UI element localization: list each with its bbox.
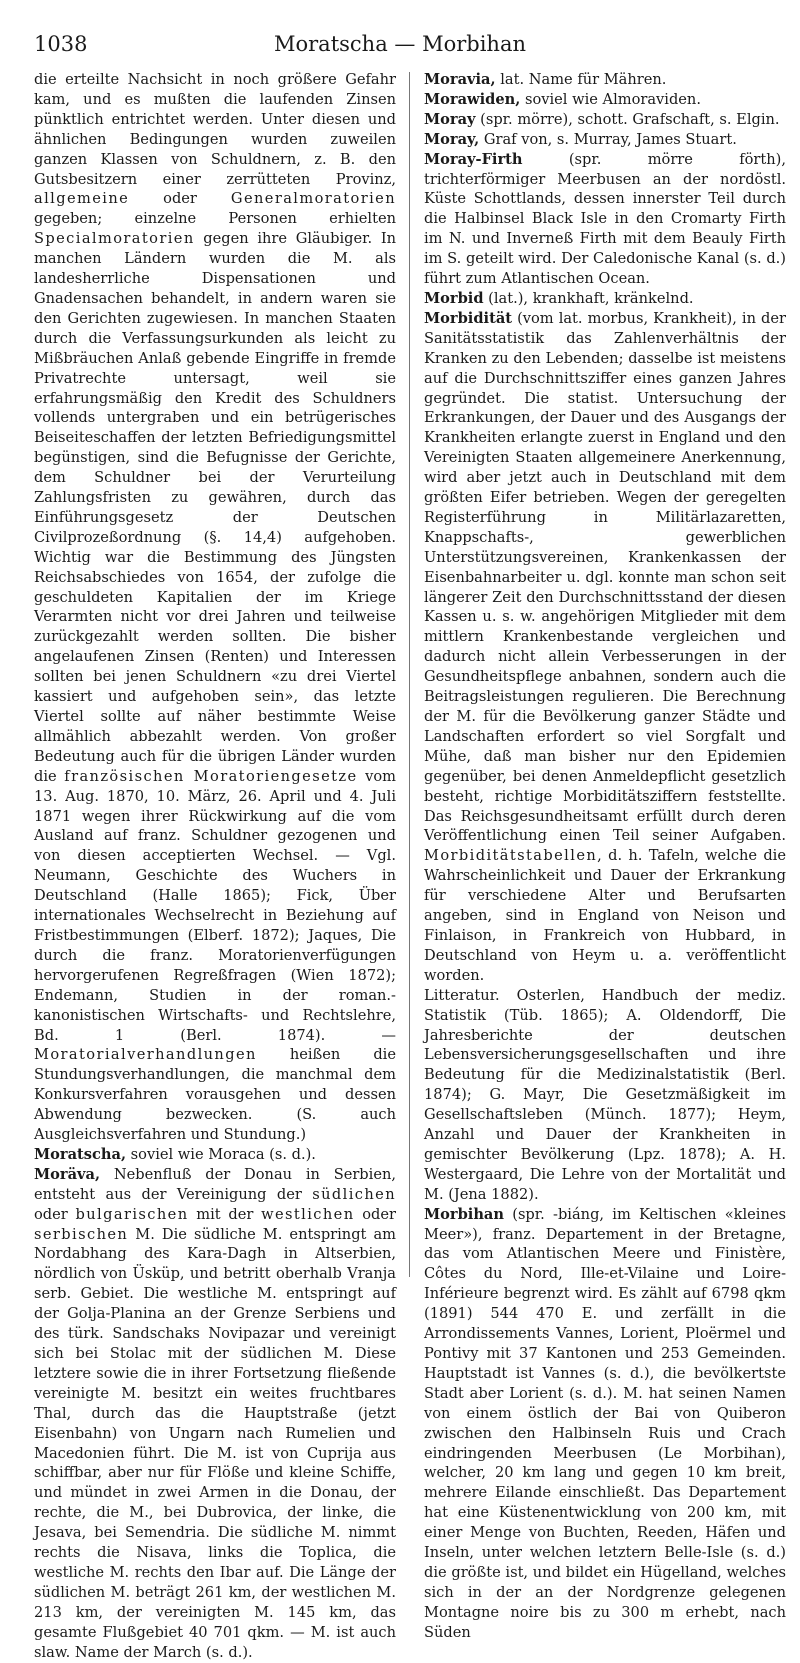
headword: Morbihan (424, 1205, 505, 1223)
entry-morava: Moräva, Nebenfluß der Donau in Serbien, entsteht aus der Vereinigung der südlichen oder bulgarischen mit der westlichen oder serbischen M. Die südliche M. entspringt am Nordabhang des Kara-Dagh in Altserbien, nördlich von Üsküp, und betritt oberhalb Vranja serb. Gebiet. Die westliche M. entspringt auf der Golja-Planina an der Grenze Serbiens und des türk. Sandschaks Novipazar und vereinigt sich bei Stolac mit der südlichen M. Diese letztere sowie die in ihrer Fortsetzung fließende vereinigte M. besitzt ein weites fruchtbares Thal, durch das die Hauptstraße (jetzt Eisenbahn) von Ungarn nach Rumelien und Macedonien führt. Die M. ist von Cuprija aus schiffbar, aber nur für Flöße und kleine Schiffe, und mündet in zwei Armen in die Donau, der rechte, die M., bei Dubrovica, der linke, die Jesava, bei Semendria. Die südliche M. nimmt rechts die Nisava, links die Toplica, die westliche M. rechts den Ibar auf. Die Länge der südlichen M. beträgt 261 km, der westlichen M. 213 km, der vereinigten M. 145 km, das gesamte Flußgebiet 40 701 qkm. — M. ist auch slaw. Name der March (s. d.). (34, 1165, 396, 1661)
entry-morawiden: Morawiden, soviel wie Almoraviden. (424, 90, 701, 108)
entry-moray-grafschaft: Moray (spr. mörre), schott. Grafschaft, s. Elgin. (424, 110, 780, 128)
entry-morbihan: Morbihan (spr. -biáng, im Keltischen «kleines Meer»), franz. Departement in der Bretagne, das vom Atlantischen Meere und Finistère, Côtes du Nord, Ille-et-Vilaine und Loire-Inférieure begrenzt wird. Es zählt auf 6798 qkm (1891) 544 470 E. und zerfällt in die Arrondissements Vannes, Lorient, Ploërmel und Pontivy mit 37 Kantonen und 253 Gemeinden. Hauptstadt ist Vannes (s. d.), die bevölkertste Stadt aber Lorient (s. d.). M. hat seinen Namen von einem östlich der Bai von Quiberon zwischen den Halbinseln Ruis und Crach eindringenden Meerbusen (Le Morbihan), welcher, 20 km lang und gegen 10 km breit, mehrere Eilande einschließt. Das Departement hat eine Küstenentwicklung von 200 km, mit einer Menge von Buchten, Reeden, Häfen und Inseln, unter welchen letztern Belle-Isle (s. d.) die größte ist, und bildet ein Hügelland, welches sich in der an der Nordgrenze gelegenen Montagne noire bis zu 300 m erhebt, nach Süden (424, 1205, 786, 1641)
page-header (34, 28, 766, 62)
headword: Moray, (424, 130, 480, 148)
headword: Moravia, (424, 71, 496, 88)
headword: Moray-Firth (424, 150, 523, 168)
headword: Morawiden, (424, 90, 521, 108)
entry-morbiditat: Morbidität (vom lat. morbus, Krankheit), in der Sanitätsstatistik das Zahlenverhältnis der Kranken zu den Lebenden; dasselbe ist meistens auf die Durchschnittsziffer eines ganzen Jahres gegründet. Die statist. Untersuchung der Erkrankungen, der Dauer und des Ausgangs der Krankheiten erlangte zuerst in England und den Vereinigten Staaten allgemeinere Anerkennung, wird aber jetzt auch in Deutschland mit dem größten Eifer betrieben. Wegen der geregelten Registerführung in Militärlazaretten, Knappschafts-, gewerblichen Unterstützungsvereinen, Krankenkassen der Eisenbahnarbeiter u. dgl. konnte man schon seit längerer Zeit den Durchschnittsstand der diesen Kassen u. s. w. angehörigen Mitglieder mit dem mittlern Krankenbestande vergleichen und dadurch nicht allein Verbesserungen in der Gesundheitspflege anbahnen, sondern auch die Beitragsleistungen regulieren. Die Berechnung der M. für die Bevölkerung ganzer Städte und Landschaften erfordert so viel Sorgfalt und Mühe, daß man bisher nur den Epidemien gegenüber, bei denen Anmeldepflicht gesetzlich besteht, richtige Morbiditätsziffern feststellte. Das Reichsgesundheitsamt erfüllt durch deren Veröffentlichung einen Teil seiner Aufgaben. Morbiditätstabellen, d. h. Tafeln, welche die Wahrscheinlichkeit und Dauer der Erkrankung für verschiedene Alter und Berufsarten angeben, sind in England von Neison und Finlaison, in Frankreich von Hubbard, in Deutschland von Heym u. a. veröffentlicht worden. (424, 309, 786, 984)
entry-moravia: Moravia, lat. Name für Mähren. (424, 71, 667, 88)
running-title: Moratscha — Morbihan (274, 32, 526, 56)
headword: Morbidität (424, 309, 513, 327)
continuation-paragraph: die erteilte Nachsicht in noch größere Gefahr kam, und es mußten die laufenden Zinsen pünktlich entrichtet werden. Unter diesen und ähnlichen Bedingungen wurden zuweilen ganzen Klassen von Schuldnern, z. B. den Gutsbesitzern einer zerrütteten Provinz, allgemeine oder Generalmoratorien gegeben; einzelne Personen erhielten Specialmoratorien gegen ihre Gläubiger. In manchen Ländern wurden die M. als landesherrliche Dispensationen und Gnadensachen behandelt, in andern waren sie den Gerichten zugewiesen. In manchen Staaten durch die Verfassungsurkunden als leicht zu Mißbräuchen Anlaß gebende Eingriffe in fremde Privatrechte untersagt, weil sie erfahrungsmäßig den Kredit des Schuldners vollends untergraben und ein betrügerisches Beiseiteschaffen der letzten Befriedigungsmittel begünstigen, sind die Befugnisse der Gerichte, dem Schuldner bei der Verurteilung Zahlungsfristen zu gewähren, durch das Einführungsgesetz der Deutschen Civilprozeßordnung (§. 14,4) aufgehoben. Wichtig war die Bestimmung des Jüngsten Reichsabschiedes von 1654, der zufolge die geschuldeten Kapitalien der im Kriege Verarmten nicht vor drei Jahren und teilweise zurückgezahlt werden sollten. Die bisher angelaufenen Zinsen (Renten) und Interessen sollten bei jenen Schuldnern «zu drei Viertel kassiert und aufgehoben sein», das letzte Viertel sollte auf näher bestimmte Weise allmählich abbezahlt werden. Von großer Bedeutung auch für die übrigen Länder wurden die französischen Moratoriengesetze vom 13. Aug. 1870, 10. März, 26. April und 4. Juli 1871 wegen ihrer Rückwirkung auf die vom Ausland auf franz. Schuldner gezogenen und von diesen acceptierten Wechsel. — Vgl. Neumann, Geschichte des Wuchers in Deutschland (Halle 1865); Fick, Über internationales Wechselrecht in Beziehung auf Fristbestimmungen (Elberf. 1872); Jaques, Die durch die franz. Moratorienverfügungen hervorgerufenen Regreßfragen (Wien 1872); Endemann, Studien in der roman.-kanonistischen Wirtschafts- und Rechtslehre, Bd. 1 (Berl. 1874). — Moratorialverhandlungen heißen die Stundungsverhandlungen, die manchmal dem Konkursverfahren vorausgehen und dessen Abwendung bezwecken. (S. auch Ausgleichsverfahren und Stundung.) (34, 71, 396, 1144)
literature-paragraph: Litteratur. Osterlen, Handbuch der mediz. Statistik (Tüb. 1865); A. Oldendorff, Die Jahresberichte der deutschen Lebensversicherungsgesellschaften und ihre Bedeutung für die Medizinalstatistik (Berl. 1874); G. Mayr, Die Gesetzmäßigkeit im Gesellschaftsleben (Münch. 1877); Heym, Anzahl und Dauer der Krankheiten in gemischter Bevölkerung (Lpz. 1878); A. H. Westergaard, Die Lehre von der Mortalität und M. (Jena 1882). (424, 986, 786, 1203)
entry-moratscha: Moratscha, soviel wie Moraca (s. d.). (34, 1145, 316, 1163)
column-divider (409, 72, 410, 1277)
headword: Moräva, (34, 1165, 101, 1183)
entry-moray-firth: Moray-Firth (spr. mörre förth), trichterförmiger Meerbusen an der nordöstl. Küste Schottlands, dessen innerster Teil durch die Halbinsel Black Isle in den Cromarty Firth im N. und Inverneß Firth mit dem Beauly Firth im S. geteilt wird. Der Caledonische Kanal (s. d.) führt zum Atlantischen Ocean. (424, 150, 786, 288)
left-column (34, 70, 396, 1661)
entry-moray-graf: Moray, Graf von, s. Murray, James Stuart. (424, 130, 737, 148)
headword: Moray (424, 110, 476, 128)
entry-morbid: Morbid (lat.), krankhaft, kränkelnd. (424, 289, 694, 307)
right-column (424, 70, 786, 1641)
headword: Morbid (424, 289, 484, 307)
headword: Moratscha, (34, 1145, 127, 1163)
page-number: 1038 (34, 32, 88, 56)
